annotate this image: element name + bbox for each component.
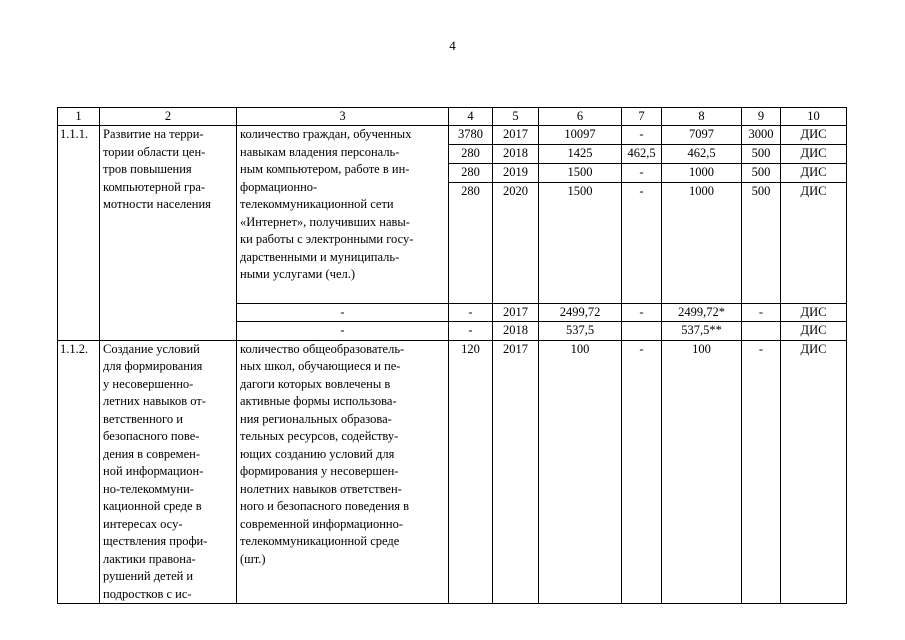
table-cell: 2018 (493, 322, 539, 341)
table-cell: 2018 (493, 145, 539, 164)
header-cell: 5 (493, 108, 539, 126)
table-cell: - (622, 182, 662, 303)
table-cell: 500 (742, 164, 781, 183)
header-row (58, 108, 847, 126)
header-cell: 10 (781, 108, 847, 126)
table-cell: 1425 (539, 145, 622, 164)
table-cell: 1000 (662, 164, 742, 183)
table-cell: - (622, 340, 662, 604)
table-cell: 1000 (662, 182, 742, 303)
header-cell: 4 (449, 108, 493, 126)
table-cell: 500 (742, 145, 781, 164)
header-cell: 7 (622, 108, 662, 126)
table-cell (742, 322, 781, 341)
table-cell: ДИС (781, 182, 847, 303)
table-cell: 2499,72* (662, 303, 742, 322)
table-cell: - (237, 322, 449, 341)
table-cell (622, 322, 662, 341)
header-cell: 6 (539, 108, 622, 126)
table-cell: 462,5 (622, 145, 662, 164)
table-cell: - (449, 322, 493, 341)
table-cell: 100 (539, 340, 622, 604)
table-cell: 500 (742, 182, 781, 303)
table-cell: ДИС (781, 126, 847, 145)
header-cell: 1 (58, 108, 100, 126)
header-cell: 9 (742, 108, 781, 126)
table-cell: 7097 (662, 126, 742, 145)
table-cell: 2017 (493, 303, 539, 322)
table-cell: 537,5 (539, 322, 622, 341)
program-table (57, 107, 847, 604)
item-number: 1.1.2. (58, 340, 100, 604)
table-cell: 2017 (493, 340, 539, 604)
table-cell: - (622, 303, 662, 322)
page-number: 4 (449, 38, 456, 53)
indicator-description: количество граждан, обученных навыкам владения персональ- ным компьютером, работе в ин- формационно- телекоммуникационной сети «Интернет», получивших навы- ки работы с электронными госу- дарственными и муниципаль- ными услугами (чел.) (237, 126, 449, 304)
table-cell: 537,5** (662, 322, 742, 341)
table-cell: - (742, 340, 781, 604)
table-cell: ДИС (781, 303, 847, 322)
table-cell: 2499,72 (539, 303, 622, 322)
table-cell: 120 (449, 340, 493, 604)
table-cell: 10097 (539, 126, 622, 145)
activity-name: Развитие на терри- тории области цен- тров повышения компьютерной гра- мотности населения (100, 126, 237, 341)
table-cell: 2017 (493, 126, 539, 145)
header-cell: 3 (237, 108, 449, 126)
table-cell: 3780 (449, 126, 493, 145)
table-cell: 2020 (493, 182, 539, 303)
table-cell: ДИС (781, 340, 847, 604)
table-cell: - (449, 303, 493, 322)
activity-name: Создание условий для формирования у несовершенно- летних навыков от- ветственного и безопасного пове- дения в современ- ной информацион- но-телекоммуни- кационной среде в интересах осу- ществления профи- лактики правона- рушений детей и подростков с ис- (100, 340, 237, 604)
table-cell: - (622, 126, 662, 145)
table-cell: 100 (662, 340, 742, 604)
table-cell: - (622, 164, 662, 183)
table-cell: 280 (449, 145, 493, 164)
table-cell: - (742, 303, 781, 322)
table-cell: 280 (449, 164, 493, 183)
table-row (58, 126, 847, 145)
indicator-description: количество общеобразователь- ных школ, обучающиеся и пе- дагоги которых вовлечены в активные формы использова- ния региональных образова- тельных ресурсов, содейству- ющих созданию условий для формирования у несовершен- нолетних навыков ответствен- ного и безопасного поведения в современной информационно- телекоммуникационной среде (шт.) (237, 340, 449, 604)
table-cell: 3000 (742, 126, 781, 145)
table-cell: 462,5 (662, 145, 742, 164)
header-cell: 8 (662, 108, 742, 126)
table-cell: ДИС (781, 322, 847, 341)
table-row (58, 340, 847, 604)
table-cell: 2019 (493, 164, 539, 183)
item-number: 1.1.1. (58, 126, 100, 341)
header-cell: 2 (100, 108, 237, 126)
table-cell: 280 (449, 182, 493, 303)
table-cell: 1500 (539, 164, 622, 183)
table-cell: ДИС (781, 164, 847, 183)
table-cell: ДИС (781, 145, 847, 164)
table-cell: 1500 (539, 182, 622, 303)
table-cell: - (237, 303, 449, 322)
